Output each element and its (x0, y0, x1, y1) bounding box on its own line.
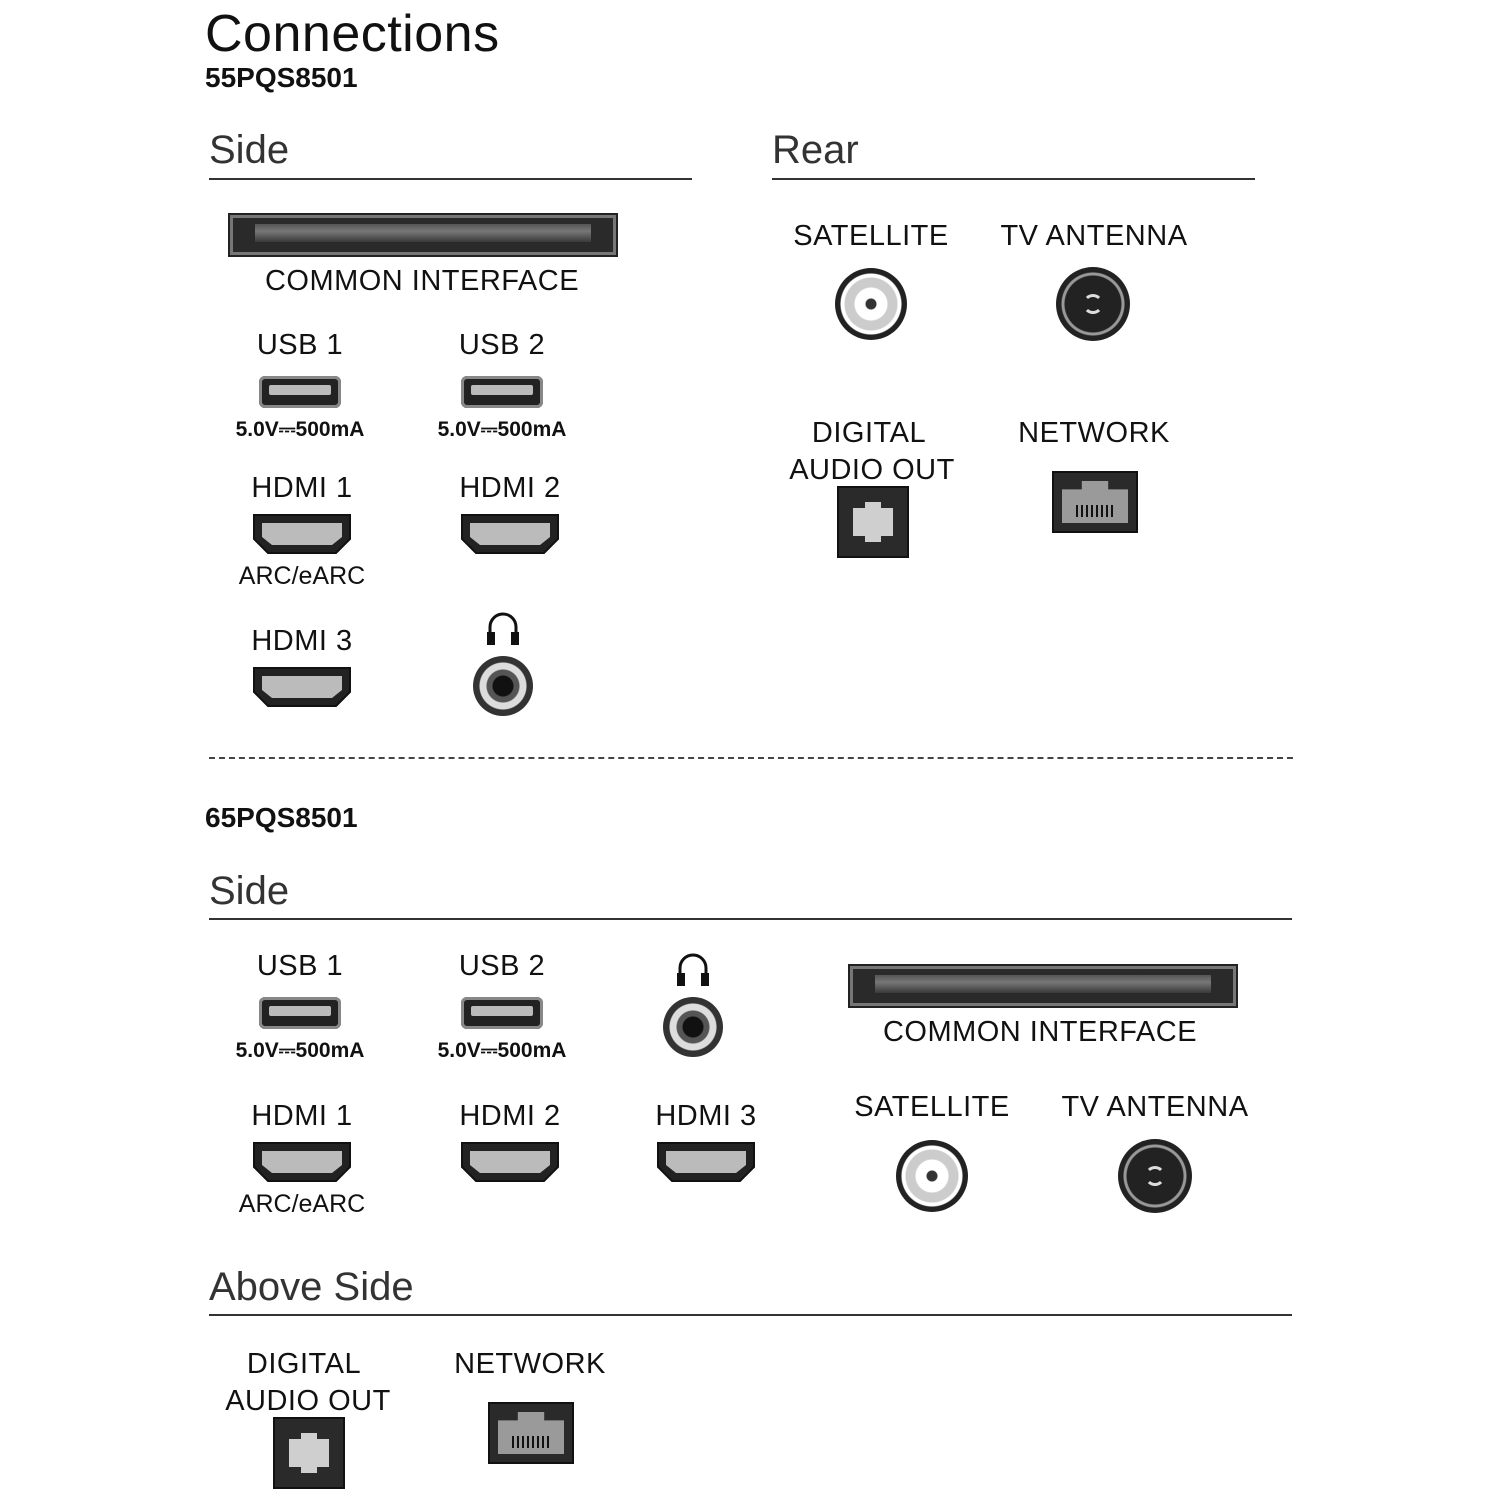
ethernet-port-icon (488, 1402, 574, 1464)
section-rule (209, 1314, 1292, 1316)
tv-antenna-connector-icon (1056, 267, 1130, 341)
hdmi1-arc-label: ARC/eARC (238, 562, 366, 590)
hdmi1-port-icon (252, 1141, 352, 1183)
hdmi2-label: HDMI 2 (459, 1100, 561, 1132)
ethernet-port-icon (1052, 471, 1138, 533)
satellite-label: SATELLITE (793, 220, 949, 252)
usb1-label: USB 1 (256, 329, 344, 361)
digital-audio-label-line2: AUDIO OUT (225, 1385, 391, 1417)
usb1-label: USB 1 (256, 950, 344, 982)
usb1-port-icon (259, 376, 341, 408)
headphone-jack-icon (473, 656, 533, 716)
network-label: NETWORK (454, 1348, 606, 1380)
hdmi2-port-icon (460, 1141, 560, 1183)
model-name-55: 55PQS8501 (205, 62, 358, 93)
model-divider (209, 757, 1293, 759)
section-title-side-65: Side (209, 869, 290, 913)
section-rule (209, 918, 1292, 920)
digital-audio-label-line1: DIGITAL (811, 417, 927, 449)
satellite-label: SATELLITE (854, 1091, 1010, 1123)
hdmi2-port-icon (460, 513, 560, 555)
section-title-side-55: Side (209, 128, 290, 172)
model-name-65: 65PQS8501 (205, 802, 358, 833)
satellite-connector-icon (835, 268, 907, 340)
optical-audio-port-icon (837, 486, 909, 558)
headphone-jack-icon (663, 997, 723, 1057)
headphones-icon (485, 610, 521, 646)
page-title: Connections (205, 5, 500, 63)
hdmi2-label: HDMI 2 (459, 472, 561, 504)
section-rule (209, 178, 692, 180)
tv-antenna-label: TV ANTENNA (1061, 1091, 1249, 1123)
common-interface-label: COMMON INTERFACE (264, 265, 580, 297)
optical-audio-port-icon (273, 1417, 345, 1489)
usb2-port-icon (461, 376, 543, 408)
section-rule (772, 178, 1255, 180)
usb2-port-icon (461, 997, 543, 1029)
digital-audio-label-line2: AUDIO OUT (789, 454, 955, 486)
tv-antenna-connector-icon (1118, 1139, 1192, 1213)
common-interface-slot-icon (850, 966, 1236, 1006)
hdmi1-arc-label: ARC/eARC (238, 1190, 366, 1218)
hdmi3-label: HDMI 3 (251, 625, 353, 657)
common-interface-label: COMMON INTERFACE (882, 1016, 1198, 1048)
hdmi1-label: HDMI 1 (251, 472, 353, 504)
network-label: NETWORK (1018, 417, 1170, 449)
tv-antenna-label: TV ANTENNA (1000, 220, 1188, 252)
headphones-icon (675, 951, 711, 987)
section-title-above-side-65: Above Side (209, 1265, 414, 1309)
usb2-spec: 5.0V⎓500mA (437, 1039, 567, 1062)
hdmi3-port-icon (656, 1141, 756, 1183)
usb2-spec: 5.0V⎓500mA (437, 418, 567, 441)
usb2-label: USB 2 (458, 950, 546, 982)
usb1-port-icon (259, 997, 341, 1029)
usb1-spec: 5.0V⎓500mA (235, 418, 365, 441)
hdmi3-port-icon (252, 666, 352, 708)
usb2-label: USB 2 (458, 329, 546, 361)
hdmi1-label: HDMI 1 (251, 1100, 353, 1132)
satellite-connector-icon (896, 1140, 968, 1212)
usb1-spec: 5.0V⎓500mA (235, 1039, 365, 1062)
hdmi1-port-icon (252, 513, 352, 555)
section-title-rear-55: Rear (772, 128, 859, 172)
hdmi3-label: HDMI 3 (655, 1100, 757, 1132)
common-interface-slot-icon (230, 215, 616, 255)
digital-audio-label-line1: DIGITAL (246, 1348, 362, 1380)
